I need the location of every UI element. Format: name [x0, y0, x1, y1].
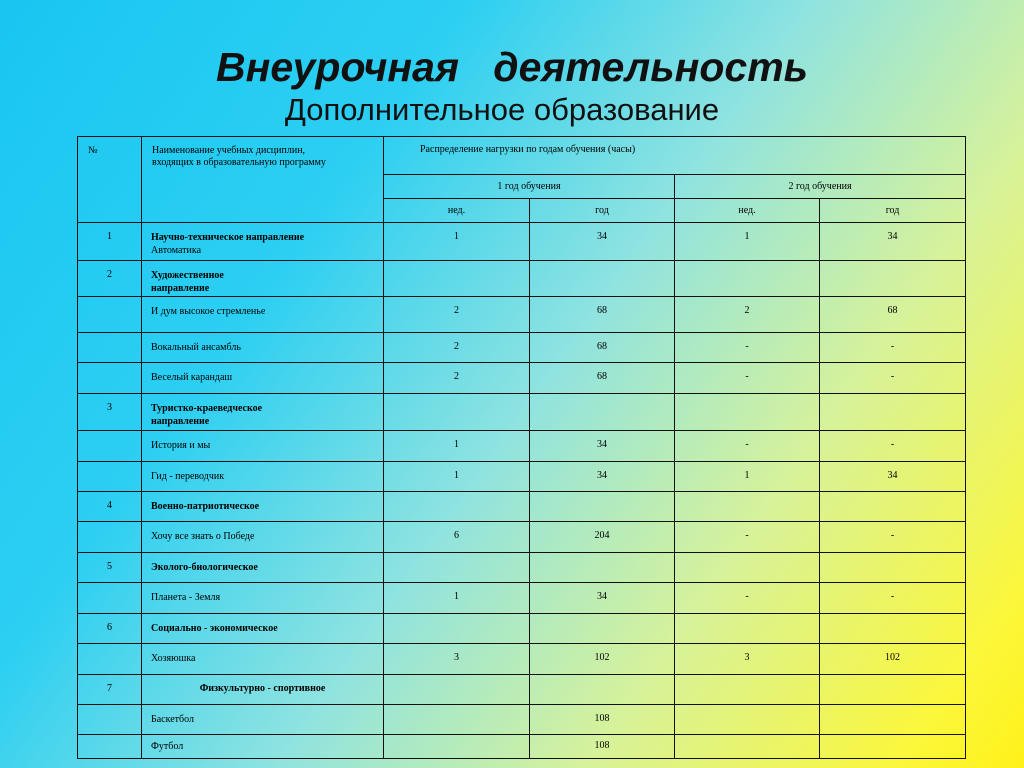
cell-y1: 34	[530, 583, 675, 614]
cell-w1	[384, 735, 530, 759]
cell-w1: 3	[384, 644, 530, 675]
cell-y1: 68	[530, 363, 675, 394]
row-subject: Автоматика	[151, 245, 202, 256]
row-subject: Веселый карандаш	[142, 363, 384, 394]
row-num: 5	[78, 553, 142, 583]
table-row	[78, 583, 966, 614]
row-num	[78, 522, 142, 553]
row-num	[78, 297, 142, 333]
cell-y1: 204	[530, 522, 675, 553]
cell-w1: 2	[384, 333, 530, 363]
cell-w2: -	[675, 431, 820, 462]
cell-y1: 68	[530, 297, 675, 333]
row-direction: Научно-техническое направление	[151, 232, 305, 243]
row-num	[78, 462, 142, 492]
row-num	[78, 583, 142, 614]
header-week-1: нед.	[384, 199, 530, 223]
header-year1: 1 год обучения	[384, 175, 675, 199]
table-row	[78, 644, 966, 675]
cell-w1: 2	[384, 297, 530, 333]
cell-w1: 1	[384, 583, 530, 614]
header-year-1: год	[530, 199, 675, 223]
row-direction-text: Туристко-краеведческое направление	[151, 403, 263, 427]
cell-y1: 34	[530, 462, 675, 492]
cell-y1: 34	[530, 223, 675, 261]
table-row	[78, 297, 966, 333]
cell-w1	[384, 492, 530, 522]
table-row	[78, 492, 966, 522]
cell-w2: 3	[675, 644, 820, 675]
cell-w2: 2	[675, 297, 820, 333]
cell-y1	[530, 675, 675, 705]
table-row	[78, 522, 966, 553]
cell-y2	[820, 675, 966, 705]
row-name	[142, 223, 384, 261]
cell-y2	[820, 614, 966, 644]
cell-w1: 1	[384, 223, 530, 261]
row-num: 3	[78, 394, 142, 431]
cell-y2	[820, 492, 966, 522]
cell-w2	[675, 614, 820, 644]
cell-y2: -	[820, 363, 966, 394]
row-subject: Гид - переводчик	[142, 462, 384, 492]
page-subtitle: Дополнительное образование	[284, 92, 720, 127]
cell-w2: -	[675, 333, 820, 363]
header-distribution: Распределение нагрузки по годам обучения (часы)	[384, 137, 966, 175]
table-row	[78, 431, 966, 462]
row-num: 4	[78, 492, 142, 522]
cell-y2: -	[820, 522, 966, 553]
cell-w2: 1	[675, 223, 820, 261]
cell-w1: 1	[384, 462, 530, 492]
page-title: Внеурочная деятельность	[215, 44, 809, 90]
cell-w1: 6	[384, 522, 530, 553]
cell-y1: 34	[530, 431, 675, 462]
row-num: 1	[78, 223, 142, 261]
header-week-2: нед.	[675, 199, 820, 223]
row-subject: Футбол	[142, 735, 384, 759]
cell-y2: 34	[820, 223, 966, 261]
cell-y1	[530, 553, 675, 583]
row-subject: Хозяюшка	[142, 644, 384, 675]
header-year-2: год	[820, 199, 966, 223]
row-direction	[142, 394, 384, 431]
cell-y2: 68	[820, 297, 966, 333]
header-year2: 2 год обучения	[675, 175, 966, 199]
cell-w2: 1	[675, 462, 820, 492]
cell-w1	[384, 553, 530, 583]
table-row	[78, 394, 966, 431]
cell-w1	[384, 675, 530, 705]
table-header-row	[78, 137, 966, 175]
cell-y2	[820, 705, 966, 735]
cell-y1	[530, 614, 675, 644]
row-direction: Военно-патриотическое	[142, 492, 384, 522]
cell-w2	[675, 675, 820, 705]
table-row	[78, 705, 966, 735]
table-row	[78, 223, 966, 261]
row-num	[78, 333, 142, 363]
cell-y2	[820, 553, 966, 583]
cell-w1: 2	[384, 363, 530, 394]
cell-y1: 102	[530, 644, 675, 675]
cell-y2: -	[820, 333, 966, 363]
row-num	[78, 644, 142, 675]
cell-w2	[675, 394, 820, 431]
header-name-text: Наименование учебных дисциплин, входящих в образовательную программу	[152, 145, 326, 168]
row-num: 7	[78, 675, 142, 705]
cell-y1	[530, 492, 675, 522]
cell-w1	[384, 394, 530, 431]
cell-y1	[530, 261, 675, 297]
cell-y2	[820, 261, 966, 297]
row-direction: Социально - экономическое	[142, 614, 384, 644]
cell-y2	[820, 735, 966, 759]
cell-w1: 1	[384, 431, 530, 462]
row-num	[78, 705, 142, 735]
row-subject: И дум высокое стремленье	[142, 297, 384, 333]
row-direction	[142, 261, 384, 297]
row-subject: Вокальный ансамбль	[142, 333, 384, 363]
cell-w1	[384, 261, 530, 297]
header-name	[142, 137, 384, 223]
cell-y1: 68	[530, 333, 675, 363]
cell-w2	[675, 735, 820, 759]
cell-w1	[384, 705, 530, 735]
table-row	[78, 333, 966, 363]
table-row	[78, 675, 966, 705]
cell-y2: 34	[820, 462, 966, 492]
row-num	[78, 363, 142, 394]
row-num	[78, 431, 142, 462]
table-row	[78, 261, 966, 297]
cell-y1	[530, 394, 675, 431]
table-row	[78, 735, 966, 759]
cell-w1	[384, 614, 530, 644]
cell-y2: 102	[820, 644, 966, 675]
cell-w2	[675, 553, 820, 583]
row-direction-text: Художественное направление	[151, 270, 224, 294]
row-subject: Баскетбол	[142, 705, 384, 735]
row-subject: Планета - Земля	[142, 583, 384, 614]
cell-w2	[675, 261, 820, 297]
cell-w2: -	[675, 583, 820, 614]
row-num	[78, 735, 142, 759]
cell-y2	[820, 394, 966, 431]
row-subject: Хочу все знать о Победе	[142, 522, 384, 553]
curriculum-table	[77, 136, 966, 759]
table-row	[78, 462, 966, 492]
row-num: 2	[78, 261, 142, 297]
cell-w2	[675, 492, 820, 522]
table-row	[78, 553, 966, 583]
cell-w2: -	[675, 363, 820, 394]
row-num: 6	[78, 614, 142, 644]
row-subject: История и мы	[142, 431, 384, 462]
table-row	[78, 614, 966, 644]
row-direction: Физкультурно - спортивное	[142, 675, 384, 705]
header-num: №	[78, 137, 142, 223]
row-direction: Эколого-биологическое	[142, 553, 384, 583]
cell-y2: -	[820, 583, 966, 614]
cell-w2: -	[675, 522, 820, 553]
cell-y1: 108	[530, 735, 675, 759]
cell-w2	[675, 705, 820, 735]
table-row	[78, 363, 966, 394]
cell-y1: 108	[530, 705, 675, 735]
cell-y2: -	[820, 431, 966, 462]
